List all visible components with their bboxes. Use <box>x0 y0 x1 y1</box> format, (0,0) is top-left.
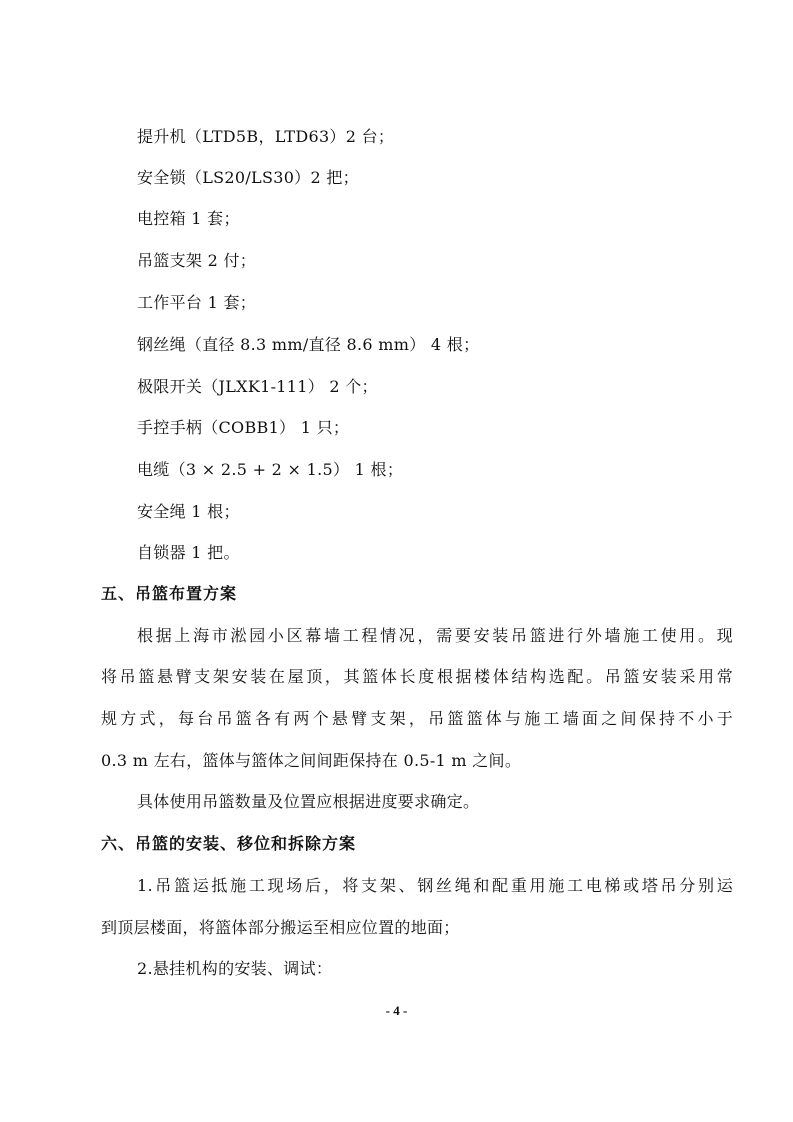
equipment-item-wire-rope: 钢丝绳（直径 8.3 mm/直径 8.6 mm） 4 根； <box>137 335 480 354</box>
section-6-heading: 六、吊篮的安装、移位和拆除方案 <box>101 834 357 853</box>
equipment-item-safety-lock: 安全锁（LS20/LS30）2 把； <box>137 168 359 187</box>
section-5-heading: 五、吊篮布置方案 <box>101 584 238 603</box>
equipment-item-work-platform: 工作平台 1 套； <box>137 293 257 312</box>
section-5-paragraph-line: 将吊篮悬臂支架安装在屋顶，其篮体长度根据楼体结构选配。吊篮安装采用常 <box>101 667 733 686</box>
page-number: - 4 - <box>385 1003 408 1018</box>
section-5-paragraph-line: 根据上海市淞园小区幕墙工程情况，需要安装吊篮进行外墙施工使用。现 <box>137 626 733 645</box>
equipment-item-cable: 电缆（3 × 2.5 + 2 × 1.5） 1 根； <box>137 460 404 479</box>
section-6-step-2: 2.悬挂机构的安装、调试： <box>137 959 333 978</box>
equipment-item-hand-control: 手控手柄（COBB1） 1 只； <box>137 418 350 437</box>
equipment-item-self-locker: 自锁器 1 把。 <box>137 543 240 562</box>
equipment-item-safety-rope: 安全绳 1 根； <box>137 502 240 521</box>
section-5-paragraph-line: 0.3 m 左右，篮体与篮体之间间距保持在 0.5-1 m 之间。 <box>101 751 522 770</box>
section-6-step-1-line: 1.吊篮运抵施工现场后，将支架、钢丝绳和配重用施工电梯或塔吊分别运 <box>137 876 733 895</box>
equipment-item-hoist: 提升机（LTD5B，LTD63）2 台； <box>137 127 395 146</box>
equipment-item-support-frame: 吊篮支架 2 付； <box>137 251 257 270</box>
section-5-paragraph-2: 具体使用吊篮数量及位置应根据进度要求确定。 <box>137 792 480 811</box>
section-5-paragraph-line: 规方式，每台吊篮各有两个悬臂支架，吊篮篮体与施工墙面之间保持不小于 <box>101 709 733 728</box>
section-6-step-1-line: 到顶层楼面，将篮体部分搬运至相应位置的地面； <box>101 918 460 937</box>
equipment-item-control-box: 电控箱 1 套； <box>137 209 240 228</box>
equipment-item-limit-switch: 极限开关（JLXK1-111） 2 个； <box>137 377 378 396</box>
